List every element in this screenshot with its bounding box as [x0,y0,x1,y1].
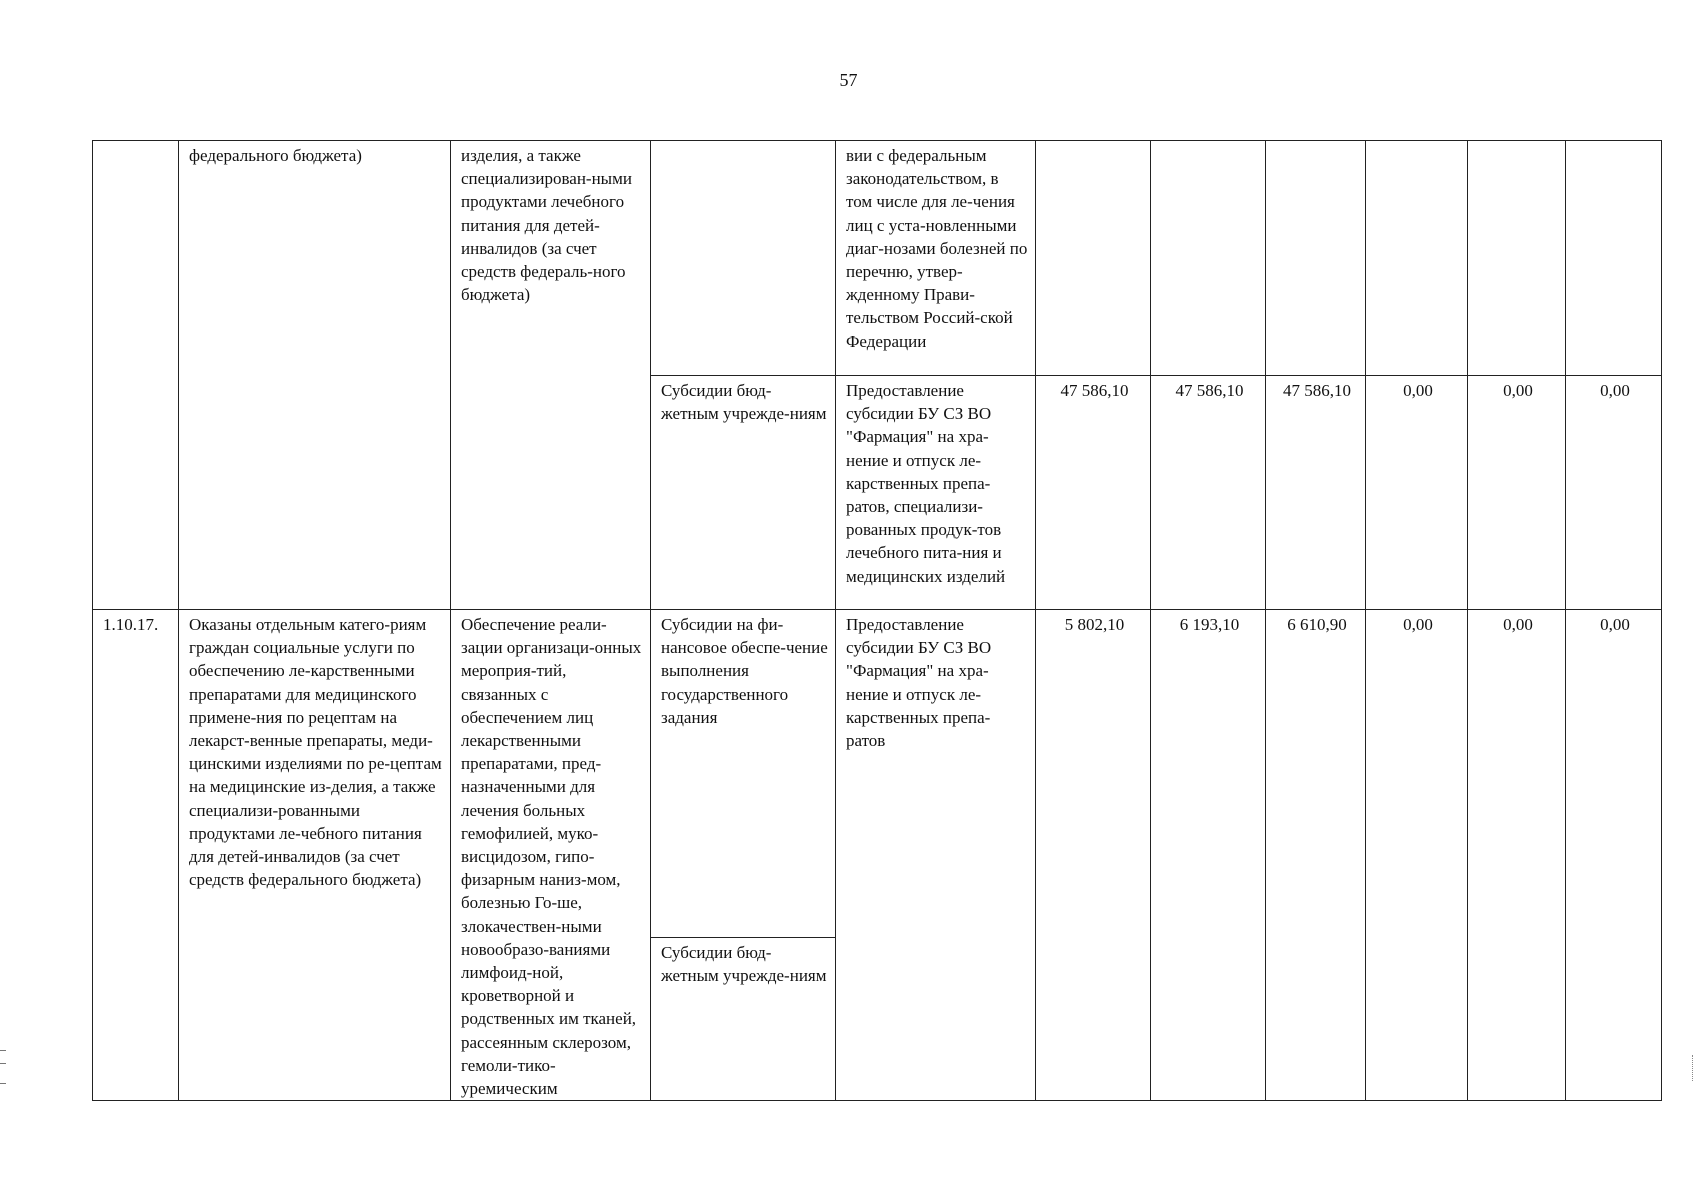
value-cell: 0,00 [1566,610,1662,1101]
value-cell [1036,141,1151,376]
value-cell: 0,00 [1566,376,1662,610]
value-cell: 47 586,10 [1151,376,1266,610]
subsidy-type-cell: Субсидии бюд-жетным учрежде-ниям [651,937,836,1100]
budget-table [92,140,1662,1101]
subsidy-type-cell [651,141,836,376]
measure-cell: изделия, а также специализирован-ными продуктами лечебного питания для детей-инвалидов (за счет средств федераль-ного бюджета) [451,141,651,610]
value-cell [1151,141,1266,376]
value-cell: 0,00 [1468,610,1566,1101]
right-edge-marks [1692,1055,1697,1081]
value-cell: 5 802,10 [1036,610,1151,1101]
subsidy-type-cell: Субсидии бюд-жетным учрежде-ниям [651,376,836,610]
result-cell: федерального бюджета) [179,141,451,610]
value-cell [1468,141,1566,376]
description-cell: Предоставление субсидии БУ СЗ ВО "Фармация" на хра-нение и отпуск ле-карственных препа-ратов [836,610,1036,1101]
value-cell [1366,141,1468,376]
measure-cell: Обеспечение реали-зации организаци-онных мероприя-тий, связанных с обеспечением лиц лекарственными препаратами, пред-назначенными для лечения больных гемофилией, муко-висцидозом, гипо-физарным наниз-мом, болезнью Го-ше, злокачествен-ными новообразо-ваниями лимфоид-ной, кроветворной и родственных им тканей, рассеянным склерозом, гемоли-тико-уремическим [451,610,651,1101]
description-cell: Предоставление субсидии БУ СЗ ВО "Фармация" на хра-нение и отпуск ле-карственных препа-ратов, специализи-рованных продук-тов лечебного пита-ния и медицинских изделий [836,376,1036,610]
row-index-cell [93,141,179,610]
value-cell: 6 610,90 [1266,610,1366,1101]
description-cell: вии с федеральным законодательством, в том числе для ле-чения лиц с уста-новленными диаг-нозами болезней по перечню, утвер-жденному Прави-тельством Россий-ской Федерации [836,141,1036,376]
left-edge-marks [0,1050,6,1084]
value-cell [1566,141,1662,376]
value-cell: 47 586,10 [1036,376,1151,610]
value-cell: 6 193,10 [1151,610,1266,1101]
table-row [93,141,1662,376]
row-index-cell: 1.10.17. [93,610,179,1101]
value-cell [1266,141,1366,376]
value-cell: 0,00 [1366,610,1468,1101]
page-number: 57 [839,70,858,90]
value-cell: 0,00 [1366,376,1468,610]
result-cell: Оказаны отдельным катего-риям граждан социальные услуги по обеспечению ле-карственными препаратами для медицинского примене-ния по рецептам на лекарст-венные препараты, меди-цинскими изделиями по ре-цептам на медицинские из-делия, а также специализи-рованными продуктами ле-чебного питания для детей-инвалидов (за счет средств федерального бюджета) [179,610,451,1101]
value-cell: 0,00 [1468,376,1566,610]
value-cell: 47 586,10 [1266,376,1366,610]
subsidy-type-cell: Субсидии на фи-нансовое обеспе-чение выполнения государственного задания [651,610,836,938]
table-row [93,610,1662,938]
